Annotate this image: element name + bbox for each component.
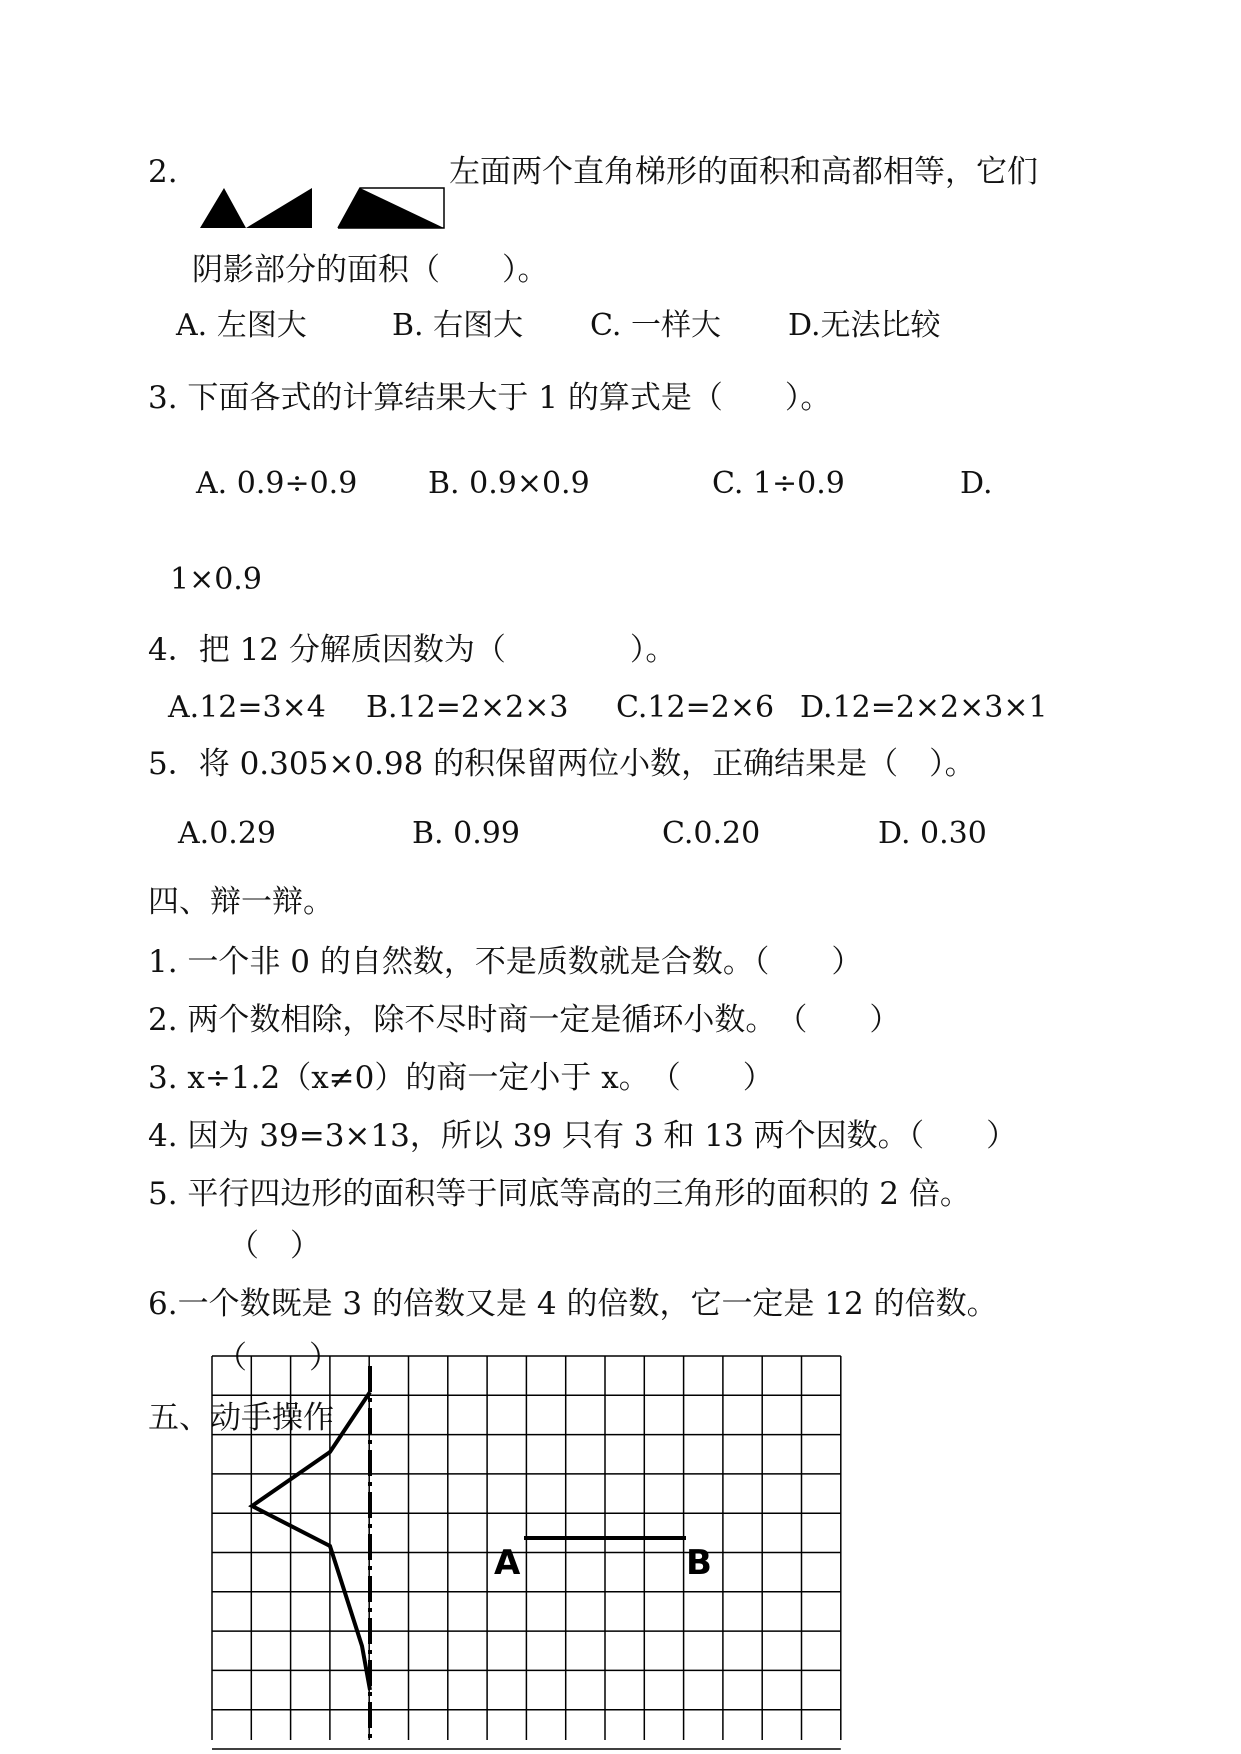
- q2-stem-cont: 阴影部分的面积（ ）。: [192, 252, 549, 288]
- grid-figure: [212, 1356, 844, 1740]
- q3-option-a: A. 0.9÷0.9: [196, 466, 358, 501]
- judge-item-2: 2. 两个数相除，除不尽时商一定是循环小数。 （ ）: [148, 1002, 901, 1038]
- q4-stem: 4．把 12 分解质因数为（ ）。: [148, 632, 677, 668]
- judge-item-4: 4. 因为 39=3×13，所以 39 只有 3 和 13 两个因数。（ ）: [148, 1118, 1018, 1154]
- q2-option-a: A. 左图大: [176, 308, 307, 343]
- left-shaded-triangle-2: [246, 188, 312, 228]
- q4-option-a: A.12=3×4: [168, 690, 326, 725]
- half-figure: [252, 1392, 370, 1690]
- judge-item-1: 1. 一个非 0 的自然数，不是质数就是合数。（ ）: [148, 944, 863, 980]
- q2-option-d: D.无法比较: [788, 308, 941, 343]
- q5-option-b: B. 0.99: [412, 816, 520, 851]
- judge-item-5-bracket: （ ）: [228, 1228, 321, 1264]
- judge-item-3: 3. x÷1.2（x≠0）的商一定小于 x。 （ ）: [148, 1060, 774, 1096]
- q4-option-d: D.12=2×2×3×1: [800, 690, 1048, 725]
- section4-title: 四、辩一辩。: [148, 884, 334, 920]
- q5-option-a: A.0.29: [178, 816, 276, 851]
- point-b-label: B: [686, 1543, 712, 1583]
- q2-option-b: B. 右图大: [392, 308, 524, 343]
- q2-number: 2.: [148, 154, 178, 190]
- section5-title: 五、动手操作: [148, 1400, 334, 1436]
- q3-option-d-cont: 1×0.9: [170, 562, 262, 597]
- right-shaded-triangle: [338, 188, 444, 228]
- q4-option-c: C.12=2×6: [616, 690, 775, 725]
- judge-item-6-bracket: （ ）: [216, 1340, 340, 1376]
- left-shaded-triangle-1: [200, 188, 246, 228]
- judge-item-5: 5. 平行四边形的面积等于同底等高的三角形的面积的 2 倍。: [148, 1176, 971, 1212]
- q2-option-c: C. 一样大: [590, 308, 721, 343]
- q3-option-b: B. 0.9×0.9: [428, 466, 590, 501]
- grid-lines: [212, 1356, 841, 1749]
- q3-option-c: C. 1÷0.9: [712, 466, 845, 501]
- q3-stem: 3. 下面各式的计算结果大于 1 的算式是（ ）。: [148, 380, 832, 416]
- judge-item-6: 6.一个数既是 3 的倍数又是 4 的倍数，它一定是 12 的倍数。: [148, 1286, 998, 1322]
- q4-option-b: B.12=2×2×3: [366, 690, 569, 725]
- trapezoid-figures: [200, 184, 450, 232]
- q2-stem: 左面两个直角梯形的面积和高都相等，它们: [449, 154, 1038, 190]
- q5-stem: 5．将 0.305×0.98 的积保留两位小数，正确结果是（ ）。: [148, 746, 976, 782]
- q5-option-c: C.0.20: [662, 816, 761, 851]
- q3-option-d: D.: [960, 466, 993, 501]
- point-a-label: A: [494, 1543, 521, 1583]
- q5-option-d: D. 0.30: [878, 816, 987, 851]
